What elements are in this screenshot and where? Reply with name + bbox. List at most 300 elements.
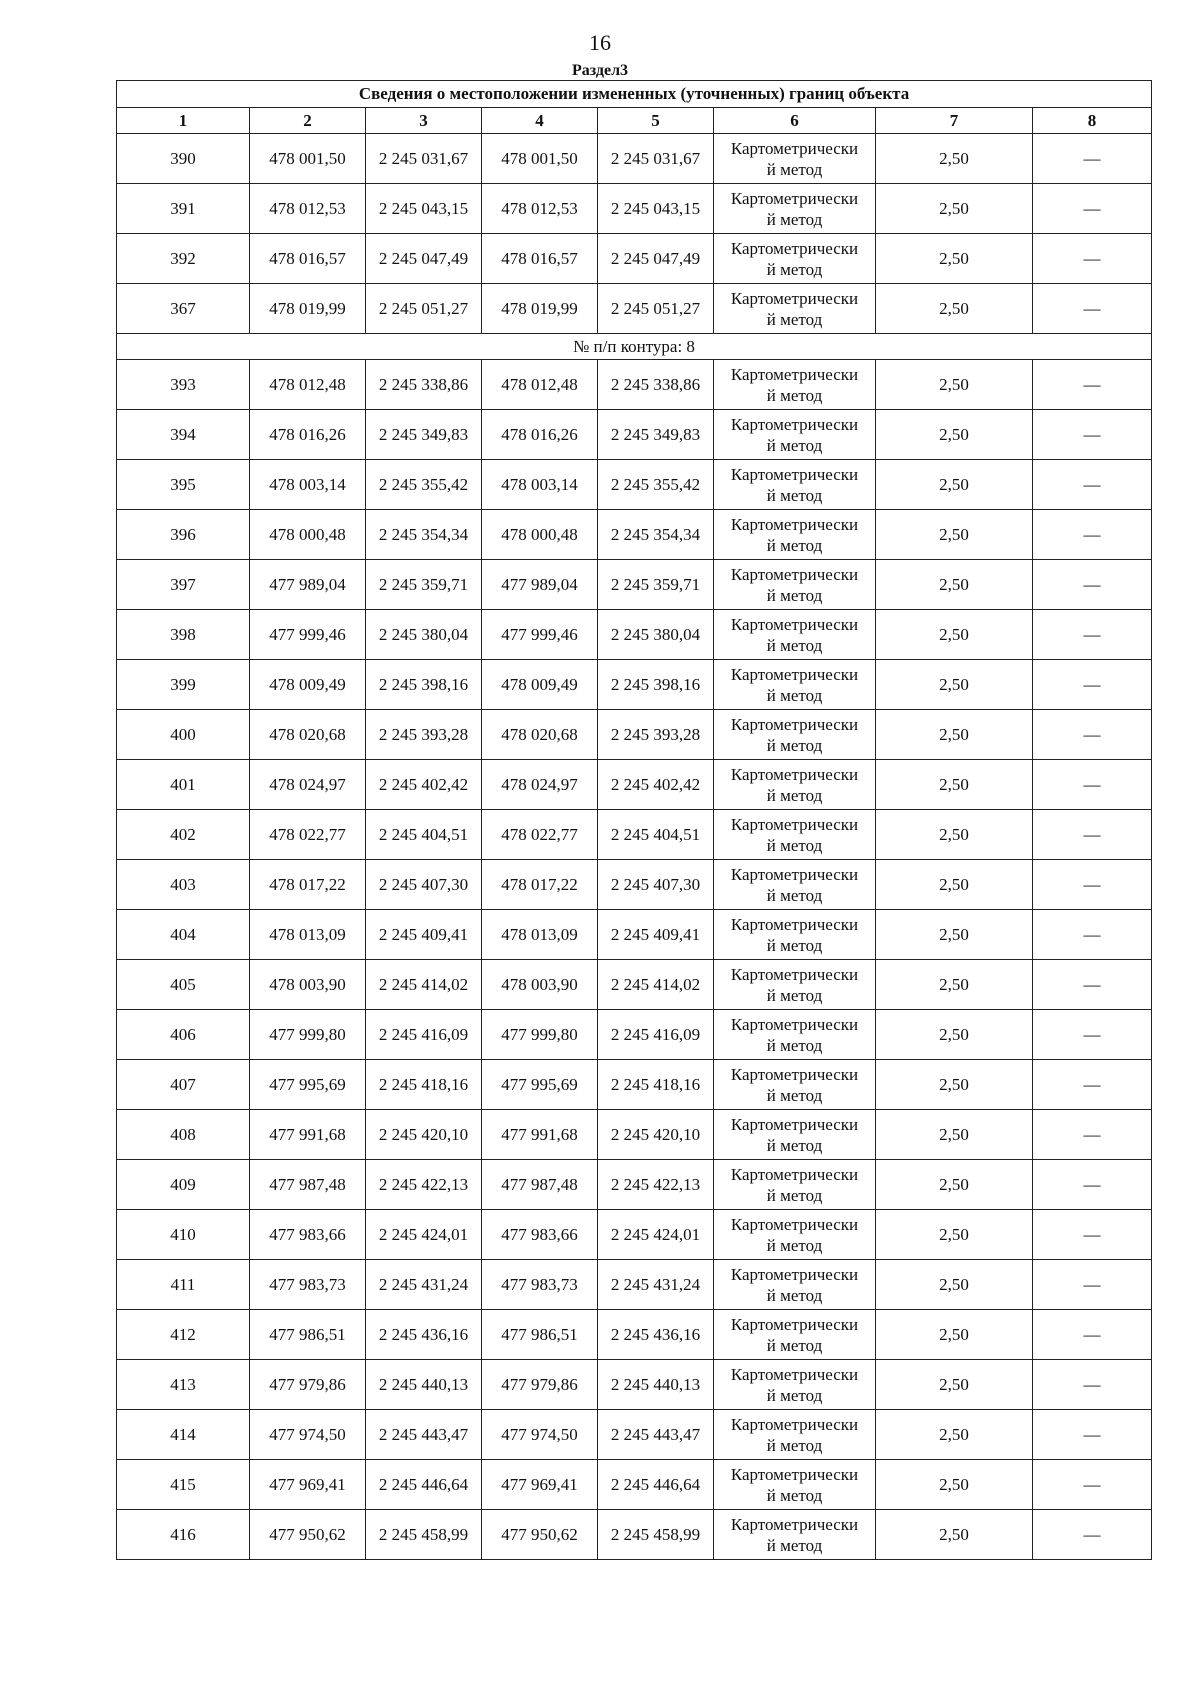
existing-x-cell: 478 003,90 (250, 960, 366, 1010)
updated-x-cell: 477 974,50 (482, 1410, 598, 1460)
existing-x-cell: 478 000,48 (250, 510, 366, 560)
point-number-cell: 390 (117, 134, 250, 184)
existing-x-cell: 478 019,99 (250, 284, 366, 334)
method-cell (714, 1060, 876, 1110)
method-line-1: Картометрически (730, 1114, 859, 1134)
updated-y-cell: 2 245 043,15 (598, 184, 714, 234)
table-row (117, 1160, 1152, 1210)
updated-y-cell: 2 245 349,83 (598, 410, 714, 460)
updated-y-cell: 2 245 051,27 (598, 284, 714, 334)
updated-y-cell: 2 245 418,16 (598, 1060, 714, 1110)
accuracy-cell: 2,50 (876, 560, 1033, 610)
existing-x-cell: 478 020,68 (250, 710, 366, 760)
table-row (117, 284, 1152, 334)
table-row (117, 134, 1152, 184)
method-cell (714, 610, 876, 660)
method-cell (714, 1310, 876, 1360)
updated-x-cell: 478 003,90 (482, 960, 598, 1010)
method-cell (714, 1210, 876, 1260)
existing-y-cell: 2 245 043,15 (366, 184, 482, 234)
accuracy-cell: 2,50 (876, 1510, 1033, 1560)
method-line-1: Картометрически (730, 1414, 859, 1434)
description-cell: — (1033, 134, 1152, 184)
method-line-1: Картометрически (730, 914, 859, 934)
section-title: Раздел3 (571, 62, 629, 79)
method-cell (714, 760, 876, 810)
column-number-row (117, 108, 1152, 134)
column-number: 5 (598, 108, 714, 134)
updated-y-cell: 2 245 359,71 (598, 560, 714, 610)
method-cell (714, 360, 876, 410)
point-number-cell: 406 (117, 1010, 250, 1060)
method-line-2: й метод (766, 1335, 823, 1355)
description-cell: — (1033, 560, 1152, 610)
updated-y-cell: 2 245 402,42 (598, 760, 714, 810)
point-number-cell: 399 (117, 660, 250, 710)
updated-x-cell: 478 001,50 (482, 134, 598, 184)
point-number-cell: 391 (117, 184, 250, 234)
description-cell: — (1033, 610, 1152, 660)
table-row (117, 1510, 1152, 1560)
point-number-cell: 405 (117, 960, 250, 1010)
table-caption: Сведения о местоположении измененных (уточненных) границ объекта (117, 81, 1152, 108)
description-cell: — (1033, 1060, 1152, 1110)
existing-y-cell: 2 245 349,83 (366, 410, 482, 460)
existing-x-cell: 478 017,22 (250, 860, 366, 910)
method-cell (714, 560, 876, 610)
description-cell: — (1033, 284, 1152, 334)
method-line-2: й метод (766, 1485, 823, 1505)
description-cell: — (1033, 1010, 1152, 1060)
method-line-2: й метод (766, 585, 823, 605)
accuracy-cell: 2,50 (876, 1210, 1033, 1260)
updated-y-cell: 2 245 404,51 (598, 810, 714, 860)
existing-y-cell: 2 245 354,34 (366, 510, 482, 560)
updated-y-cell: 2 245 440,13 (598, 1360, 714, 1410)
point-number-cell: 413 (117, 1360, 250, 1410)
updated-y-cell: 2 245 416,09 (598, 1010, 714, 1060)
method-line-1: Картометрически (730, 464, 859, 484)
existing-x-cell: 478 012,53 (250, 184, 366, 234)
point-number-cell: 395 (117, 460, 250, 510)
table-row (117, 1460, 1152, 1510)
method-cell (714, 1460, 876, 1510)
accuracy-cell: 2,50 (876, 760, 1033, 810)
existing-y-cell: 2 245 431,24 (366, 1260, 482, 1310)
accuracy-cell: 2,50 (876, 134, 1033, 184)
point-number-cell: 400 (117, 710, 250, 760)
updated-y-cell: 2 245 380,04 (598, 610, 714, 660)
contour-section (117, 334, 1152, 360)
accuracy-cell: 2,50 (876, 660, 1033, 710)
method-cell (714, 510, 876, 560)
method-line-2: й метод (766, 1235, 823, 1255)
updated-y-cell: 2 245 407,30 (598, 860, 714, 910)
updated-x-cell: 477 989,04 (482, 560, 598, 610)
description-cell: — (1033, 960, 1152, 1010)
method-line-2: й метод (766, 259, 823, 279)
method-line-2: й метод (766, 1135, 823, 1155)
description-cell: — (1033, 184, 1152, 234)
accuracy-cell: 2,50 (876, 1460, 1033, 1510)
updated-x-cell: 478 017,22 (482, 860, 598, 910)
method-line-1: Картометрически (730, 614, 859, 634)
table-row (117, 234, 1152, 284)
point-number-cell: 408 (117, 1110, 250, 1160)
existing-x-cell: 477 999,80 (250, 1010, 366, 1060)
table-row (117, 1360, 1152, 1410)
method-cell (714, 660, 876, 710)
table-row (117, 1210, 1152, 1260)
point-number-cell: 409 (117, 1160, 250, 1210)
table-row (117, 1060, 1152, 1110)
method-line-1: Картометрически (730, 1014, 859, 1034)
point-number-cell: 397 (117, 560, 250, 610)
updated-x-cell: 477 987,48 (482, 1160, 598, 1210)
description-cell: — (1033, 234, 1152, 284)
updated-x-cell: 477 999,80 (482, 1010, 598, 1060)
accuracy-cell: 2,50 (876, 460, 1033, 510)
table-row (117, 410, 1152, 460)
method-line-1: Картометрически (730, 714, 859, 734)
updated-x-cell: 478 016,26 (482, 410, 598, 460)
existing-x-cell: 477 983,73 (250, 1260, 366, 1310)
existing-y-cell: 2 245 443,47 (366, 1410, 482, 1460)
method-line-2: й метод (766, 385, 823, 405)
method-line-2: й метод (766, 835, 823, 855)
existing-y-cell: 2 245 380,04 (366, 610, 482, 660)
existing-y-cell: 2 245 420,10 (366, 1110, 482, 1160)
description-cell: — (1033, 1160, 1152, 1210)
table-row (117, 1260, 1152, 1310)
table-row (117, 1010, 1152, 1060)
existing-x-cell: 478 003,14 (250, 460, 366, 510)
method-line-1: Картометрически (730, 1364, 859, 1384)
updated-y-cell: 2 245 446,64 (598, 1460, 714, 1510)
existing-x-cell: 478 013,09 (250, 910, 366, 960)
existing-x-cell: 477 999,46 (250, 610, 366, 660)
accuracy-cell: 2,50 (876, 1110, 1033, 1160)
existing-y-cell: 2 245 424,01 (366, 1210, 482, 1260)
accuracy-cell: 2,50 (876, 410, 1033, 460)
method-cell (714, 134, 876, 184)
method-cell (714, 1410, 876, 1460)
table-body-part-2 (117, 360, 1152, 1560)
existing-x-cell: 477 950,62 (250, 1510, 366, 1560)
description-cell: — (1033, 1210, 1152, 1260)
table-row (117, 1110, 1152, 1160)
updated-x-cell: 477 979,86 (482, 1360, 598, 1410)
method-line-2: й метод (766, 435, 823, 455)
method-line-1: Картометрически (730, 1464, 859, 1484)
existing-x-cell: 477 991,68 (250, 1110, 366, 1160)
updated-x-cell: 478 019,99 (482, 284, 598, 334)
column-number: 6 (714, 108, 876, 134)
existing-x-cell: 477 986,51 (250, 1310, 366, 1360)
accuracy-cell: 2,50 (876, 1260, 1033, 1310)
method-line-2: й метод (766, 1285, 823, 1305)
existing-y-cell: 2 245 051,27 (366, 284, 482, 334)
updated-x-cell: 477 986,51 (482, 1310, 598, 1360)
method-line-2: й метод (766, 209, 823, 229)
existing-y-cell: 2 245 416,09 (366, 1010, 482, 1060)
updated-y-cell: 2 245 338,86 (598, 360, 714, 410)
method-cell (714, 1110, 876, 1160)
accuracy-cell: 2,50 (876, 1060, 1033, 1110)
updated-y-cell: 2 245 393,28 (598, 710, 714, 760)
description-cell: — (1033, 1310, 1152, 1360)
method-cell (714, 410, 876, 460)
method-cell (714, 860, 876, 910)
updated-x-cell: 478 016,57 (482, 234, 598, 284)
table-row (117, 360, 1152, 410)
accuracy-cell: 2,50 (876, 810, 1033, 860)
method-line-2: й метод (766, 985, 823, 1005)
updated-x-cell: 478 020,68 (482, 710, 598, 760)
method-cell (714, 184, 876, 234)
description-cell: — (1033, 1510, 1152, 1560)
existing-y-cell: 2 245 031,67 (366, 134, 482, 184)
point-number-cell: 394 (117, 410, 250, 460)
method-line-1: Картометрически (730, 1264, 859, 1284)
method-cell (714, 710, 876, 760)
description-cell: — (1033, 1260, 1152, 1310)
accuracy-cell: 2,50 (876, 184, 1033, 234)
updated-x-cell: 477 991,68 (482, 1110, 598, 1160)
description-cell: — (1033, 360, 1152, 410)
method-line-2: й метод (766, 485, 823, 505)
point-number-cell: 404 (117, 910, 250, 960)
method-line-2: й метод (766, 535, 823, 555)
description-cell: — (1033, 1110, 1152, 1160)
method-line-1: Картометрически (730, 288, 859, 308)
table-caption-row (117, 81, 1152, 108)
method-line-2: й метод (766, 1535, 823, 1555)
existing-y-cell: 2 245 407,30 (366, 860, 482, 910)
method-cell (714, 1510, 876, 1560)
updated-y-cell: 2 245 422,13 (598, 1160, 714, 1210)
description-cell: — (1033, 660, 1152, 710)
contour-label: № п/п контура: 8 (117, 334, 1152, 360)
method-cell (714, 960, 876, 1010)
point-number-cell: 415 (117, 1460, 250, 1510)
method-line-1: Картометрически (730, 414, 859, 434)
updated-x-cell: 478 024,97 (482, 760, 598, 810)
column-number: 2 (250, 108, 366, 134)
accuracy-cell: 2,50 (876, 1010, 1033, 1060)
accuracy-cell: 2,50 (876, 1360, 1033, 1410)
method-line-2: й метод (766, 935, 823, 955)
method-line-1: Картометрически (730, 664, 859, 684)
point-number-cell: 402 (117, 810, 250, 860)
column-number: 4 (482, 108, 598, 134)
method-cell (714, 1160, 876, 1210)
point-number-cell: 392 (117, 234, 250, 284)
method-line-1: Картометрически (730, 1514, 859, 1534)
updated-y-cell: 2 245 354,34 (598, 510, 714, 560)
accuracy-cell: 2,50 (876, 910, 1033, 960)
existing-x-cell: 477 979,86 (250, 1360, 366, 1410)
updated-y-cell: 2 245 420,10 (598, 1110, 714, 1160)
point-number-cell: 403 (117, 860, 250, 910)
method-line-2: й метод (766, 785, 823, 805)
updated-x-cell: 478 009,49 (482, 660, 598, 710)
accuracy-cell: 2,50 (876, 960, 1033, 1010)
updated-y-cell: 2 245 409,41 (598, 910, 714, 960)
method-line-2: й метод (766, 1085, 823, 1105)
updated-y-cell: 2 245 031,67 (598, 134, 714, 184)
method-line-1: Картометрически (730, 514, 859, 534)
accuracy-cell: 2,50 (876, 284, 1033, 334)
existing-y-cell: 2 245 418,16 (366, 1060, 482, 1110)
updated-y-cell: 2 245 414,02 (598, 960, 714, 1010)
existing-x-cell: 478 012,48 (250, 360, 366, 410)
updated-x-cell: 478 013,09 (482, 910, 598, 960)
description-cell: — (1033, 860, 1152, 910)
method-cell (714, 460, 876, 510)
existing-x-cell: 477 969,41 (250, 1460, 366, 1510)
existing-x-cell: 477 983,66 (250, 1210, 366, 1260)
method-cell (714, 284, 876, 334)
table-row (117, 610, 1152, 660)
method-line-2: й метод (766, 159, 823, 179)
column-number: 8 (1033, 108, 1152, 134)
table-row (117, 860, 1152, 910)
existing-y-cell: 2 245 414,02 (366, 960, 482, 1010)
updated-y-cell: 2 245 047,49 (598, 234, 714, 284)
method-line-2: й метод (766, 685, 823, 705)
updated-y-cell: 2 245 458,99 (598, 1510, 714, 1560)
point-number-cell: 393 (117, 360, 250, 410)
method-line-2: й метод (766, 1385, 823, 1405)
updated-x-cell: 477 983,66 (482, 1210, 598, 1260)
table-row (117, 184, 1152, 234)
point-number-cell: 396 (117, 510, 250, 560)
existing-x-cell: 478 024,97 (250, 760, 366, 810)
existing-y-cell: 2 245 458,99 (366, 1510, 482, 1560)
method-line-1: Картометрически (730, 188, 859, 208)
description-cell: — (1033, 1360, 1152, 1410)
method-line-2: й метод (766, 1435, 823, 1455)
existing-y-cell: 2 245 404,51 (366, 810, 482, 860)
method-line-1: Картометрически (730, 138, 859, 158)
column-number: 1 (117, 108, 250, 134)
existing-y-cell: 2 245 398,16 (366, 660, 482, 710)
description-cell: — (1033, 510, 1152, 560)
column-number: 3 (366, 108, 482, 134)
method-line-2: й метод (766, 1185, 823, 1205)
existing-y-cell: 2 245 402,42 (366, 760, 482, 810)
page-number: 16 (589, 30, 611, 55)
accuracy-cell: 2,50 (876, 360, 1033, 410)
updated-x-cell: 477 950,62 (482, 1510, 598, 1560)
accuracy-cell: 2,50 (876, 510, 1033, 560)
accuracy-cell: 2,50 (876, 860, 1033, 910)
description-cell: — (1033, 410, 1152, 460)
description-cell: — (1033, 460, 1152, 510)
updated-y-cell: 2 245 436,16 (598, 1310, 714, 1360)
updated-x-cell: 478 022,77 (482, 810, 598, 860)
point-number-cell: 398 (117, 610, 250, 660)
point-number-cell: 401 (117, 760, 250, 810)
point-number-cell: 416 (117, 1510, 250, 1560)
description-cell: — (1033, 710, 1152, 760)
existing-y-cell: 2 245 393,28 (366, 710, 482, 760)
updated-y-cell: 2 245 431,24 (598, 1260, 714, 1310)
existing-y-cell: 2 245 440,13 (366, 1360, 482, 1410)
existing-y-cell: 2 245 409,41 (366, 910, 482, 960)
existing-y-cell: 2 245 446,64 (366, 1460, 482, 1510)
description-cell: — (1033, 810, 1152, 860)
accuracy-cell: 2,50 (876, 610, 1033, 660)
existing-y-cell: 2 245 422,13 (366, 1160, 482, 1210)
method-line-1: Картометрически (730, 364, 859, 384)
point-number-cell: 412 (117, 1310, 250, 1360)
updated-x-cell: 478 000,48 (482, 510, 598, 560)
existing-x-cell: 477 974,50 (250, 1410, 366, 1460)
updated-y-cell: 2 245 443,47 (598, 1410, 714, 1460)
existing-x-cell: 478 009,49 (250, 660, 366, 710)
point-number-cell: 411 (117, 1260, 250, 1310)
existing-y-cell: 2 245 359,71 (366, 560, 482, 610)
description-cell: — (1033, 910, 1152, 960)
method-line-2: й метод (766, 309, 823, 329)
existing-x-cell: 478 016,57 (250, 234, 366, 284)
table-body-part-1 (117, 134, 1152, 334)
accuracy-cell: 2,50 (876, 1410, 1033, 1460)
method-line-1: Картометрически (730, 964, 859, 984)
accuracy-cell: 2,50 (876, 1310, 1033, 1360)
existing-y-cell: 2 245 338,86 (366, 360, 482, 410)
table-row (117, 910, 1152, 960)
table-row (117, 510, 1152, 560)
method-line-1: Картометрически (730, 1214, 859, 1234)
existing-x-cell: 478 022,77 (250, 810, 366, 860)
updated-x-cell: 477 999,46 (482, 610, 598, 660)
method-line-2: й метод (766, 1035, 823, 1055)
method-line-1: Картометрически (730, 564, 859, 584)
description-cell: — (1033, 1460, 1152, 1510)
coordinates-table (116, 80, 1152, 1560)
description-cell: — (1033, 1410, 1152, 1460)
point-number-cell: 367 (117, 284, 250, 334)
method-line-1: Картометрически (730, 238, 859, 258)
method-cell (714, 1010, 876, 1060)
method-line-1: Картометрически (730, 814, 859, 834)
existing-y-cell: 2 245 355,42 (366, 460, 482, 510)
updated-x-cell: 478 012,53 (482, 184, 598, 234)
method-line-1: Картометрически (730, 864, 859, 884)
contour-row (117, 334, 1152, 360)
method-line-2: й метод (766, 885, 823, 905)
table-row (117, 810, 1152, 860)
existing-x-cell: 478 016,26 (250, 410, 366, 460)
updated-x-cell: 477 983,73 (482, 1260, 598, 1310)
table-row (117, 1310, 1152, 1360)
point-number-cell: 410 (117, 1210, 250, 1260)
existing-x-cell: 478 001,50 (250, 134, 366, 184)
point-number-cell: 407 (117, 1060, 250, 1110)
table-row (117, 960, 1152, 1010)
existing-y-cell: 2 245 047,49 (366, 234, 482, 284)
updated-x-cell: 478 012,48 (482, 360, 598, 410)
existing-x-cell: 477 989,04 (250, 560, 366, 610)
method-cell (714, 1360, 876, 1410)
table-row (117, 1410, 1152, 1460)
accuracy-cell: 2,50 (876, 234, 1033, 284)
table-row (117, 460, 1152, 510)
method-line-2: й метод (766, 635, 823, 655)
